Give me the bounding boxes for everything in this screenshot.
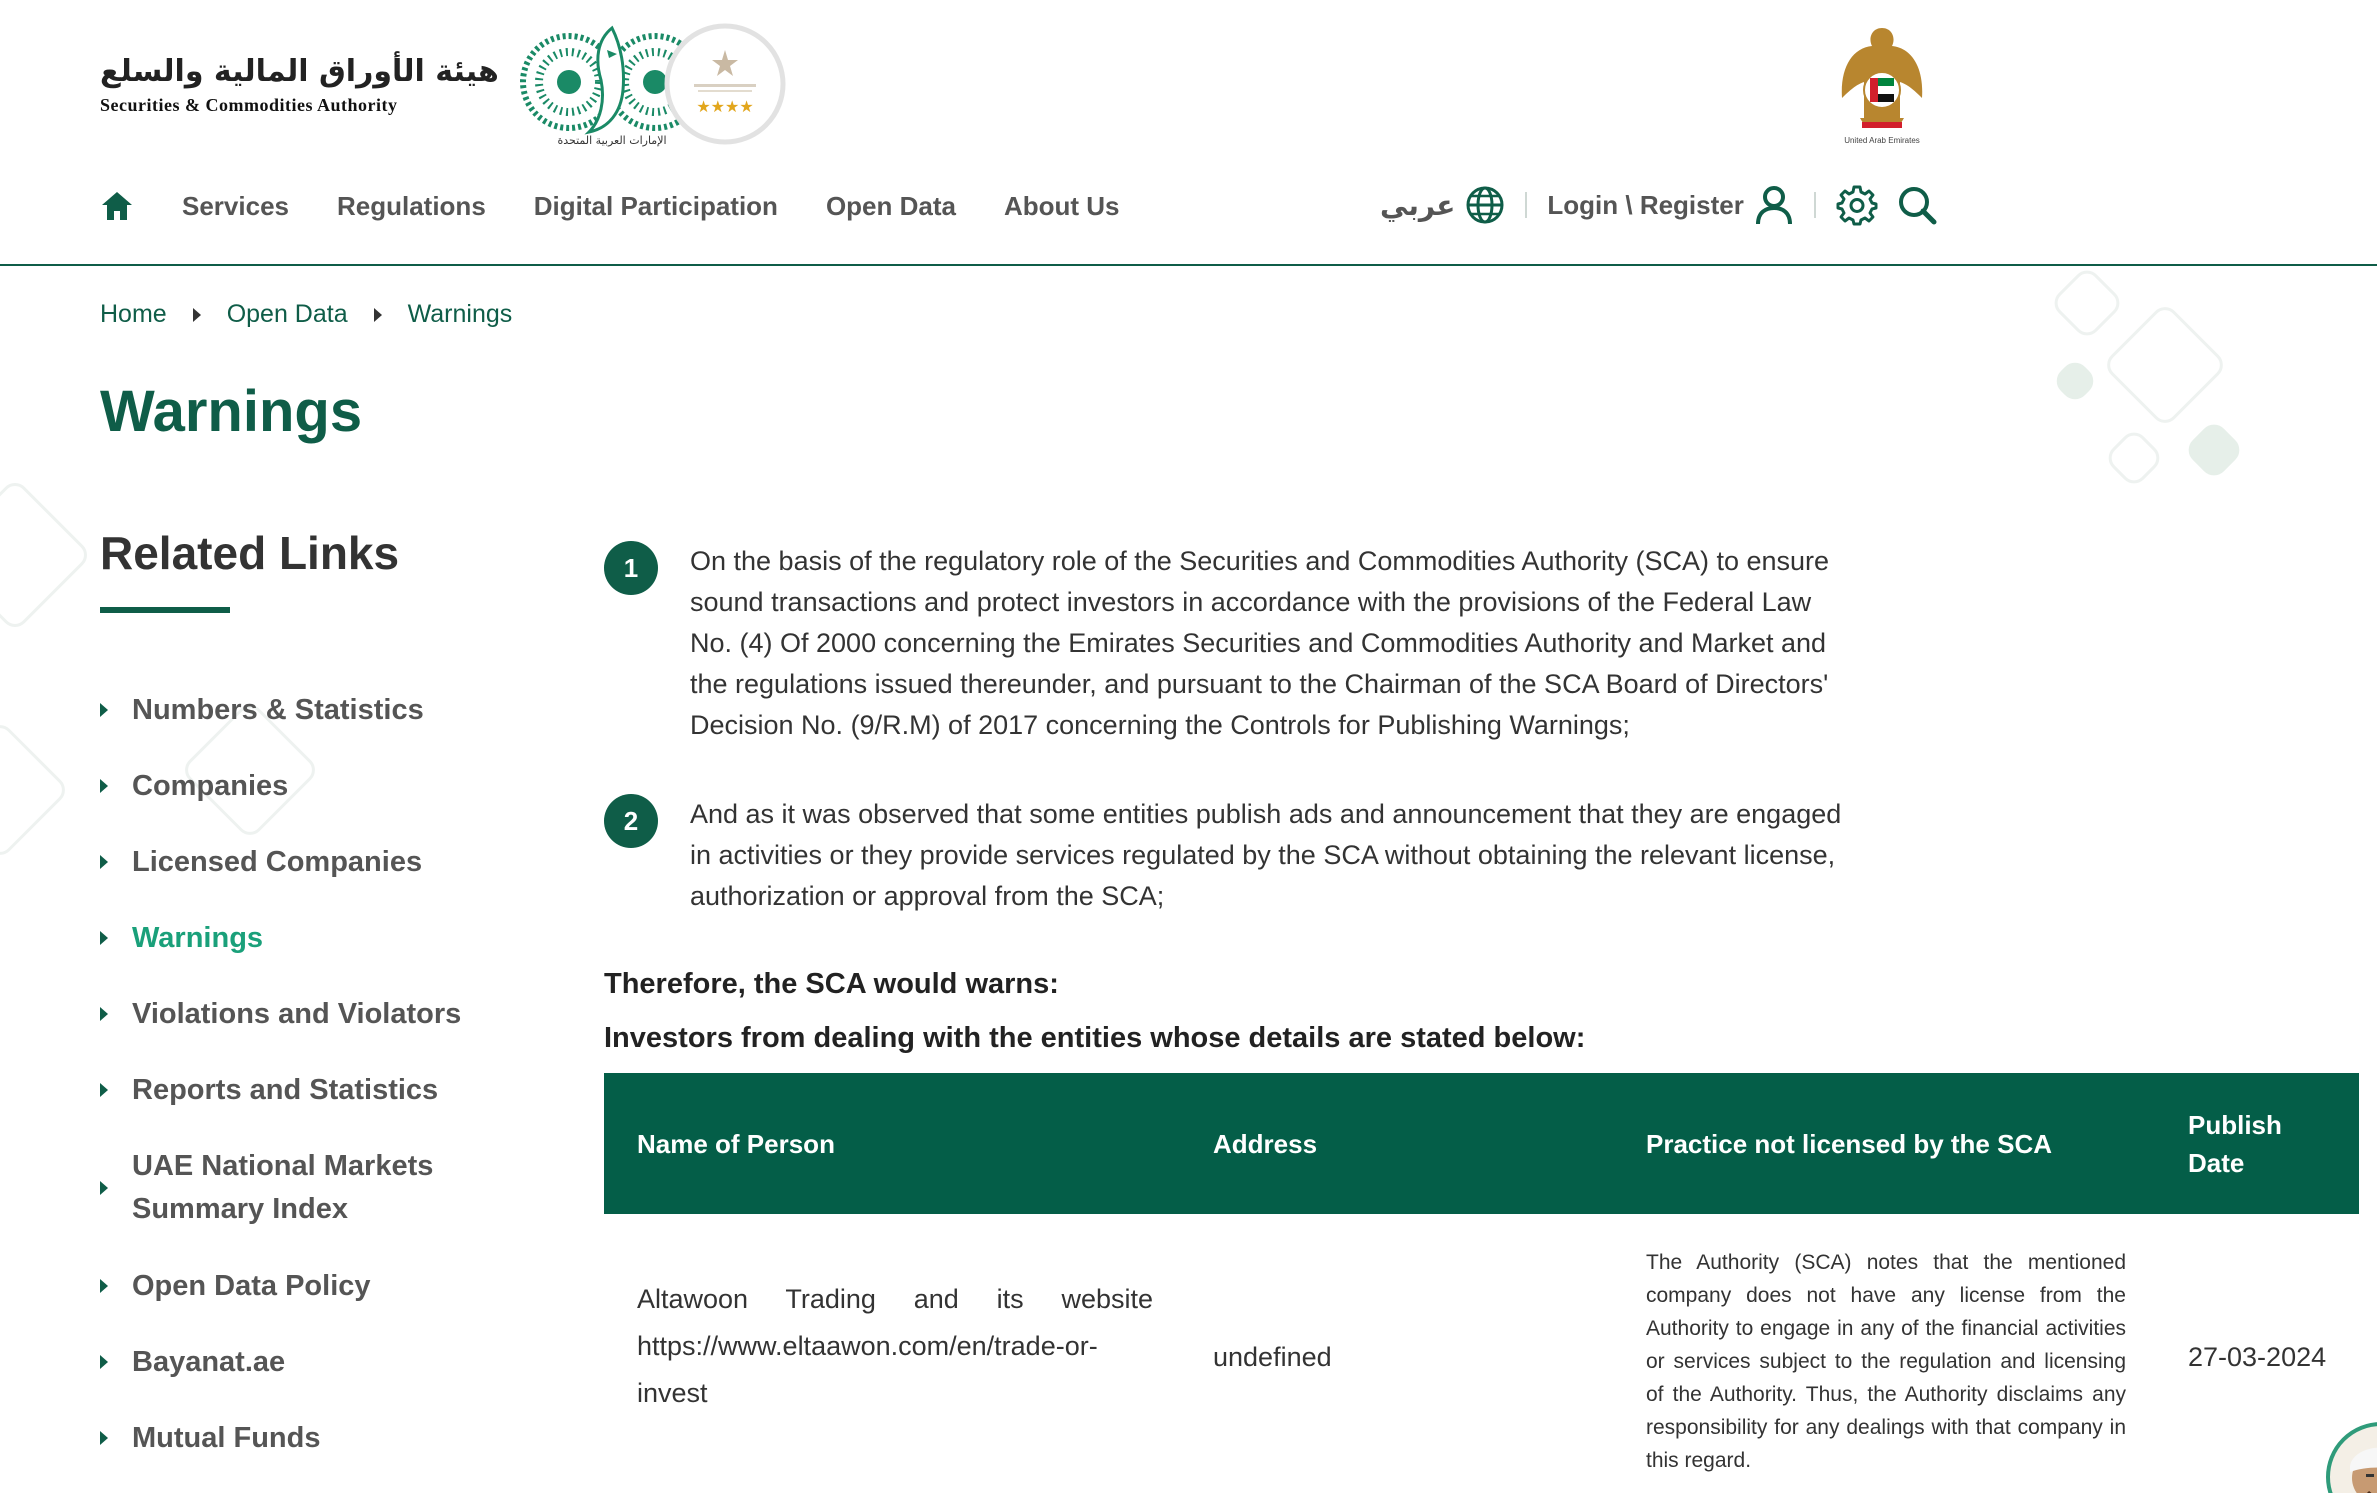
sidebar-item-label: Numbers & Statistics	[132, 693, 424, 726]
related-links-title: Related Links	[100, 527, 400, 579]
column-header-publish-date: Publish Date	[2188, 1109, 2282, 1178]
login-register-link[interactable]: Login \ Register	[1547, 189, 1744, 220]
sidebar-item-reports-statistics[interactable]	[100, 1052, 560, 1128]
paragraph-number-badge: 1	[604, 541, 658, 595]
sidebar-item-licensed-companies[interactable]	[100, 824, 560, 900]
column-header-address: Address	[1213, 1128, 1318, 1159]
investors-heading: Investors from dealing with the entities whose details are stated below:	[604, 1022, 1586, 1054]
sidebar-item-mutual-funds[interactable]	[100, 1400, 560, 1476]
emblem-caption: الإمارات العربية المتحدة	[557, 134, 667, 147]
chevron-right-icon	[100, 779, 108, 793]
uae-emblem-icon	[1832, 18, 1932, 150]
home-icon[interactable]	[100, 189, 134, 223]
paragraph-text: And as it was observed that some entities publish ads and announcement that they are engaged in activities or they provide services regulated by the SCA without obtaining the relevant license, authorization or approval from the SCA;	[690, 799, 1842, 911]
table-row	[604, 1214, 2359, 1493]
sidebar-item-label: Violations and Violators	[132, 997, 462, 1030]
breadcrumb-open-data[interactable]: Open Data	[226, 300, 348, 328]
chevron-right-icon	[100, 1431, 108, 1445]
warning-paragraph	[604, 794, 1860, 917]
sidebar-item-label: Mutual Funds	[132, 1421, 321, 1454]
main-nav	[100, 180, 1168, 232]
sidebar-item-label: Licensed Companies	[132, 845, 423, 878]
gear-icon[interactable]	[1836, 184, 1878, 226]
sca-logo[interactable]	[100, 20, 707, 150]
sidebar-item-label: Reports and Statistics	[132, 1073, 439, 1106]
breadcrumb-warnings: Warnings	[407, 300, 513, 328]
user-icon[interactable]	[1754, 184, 1794, 226]
sidebar-item-bayanat[interactable]	[100, 1324, 560, 1400]
header-utilities	[1380, 178, 1938, 232]
site-header	[0, 0, 2377, 266]
logo-english-text: Securities & Commodities Authority	[100, 95, 398, 115]
column-header-name: Name of Person	[637, 1128, 835, 1159]
sidebar-item-companies[interactable]	[100, 748, 560, 824]
sidebar-item-violations[interactable]	[100, 976, 560, 1052]
nav-about-us[interactable]: About Us	[1003, 190, 1120, 221]
nav-regulations[interactable]: Regulations	[336, 190, 486, 221]
sidebar-item-label: Warnings	[132, 921, 264, 954]
breadcrumb-separator-icon	[193, 308, 201, 322]
paragraph-text: On the basis of the regulatory role of the Securities and Commodities Authority (SCA) to ensure sound transactions and protect investors in accordance with the provisions of the Federal Law No. (4) Of 2000 concerning the Emirates Securities and Commodities Authority and Market and the regulations issued thereunder, and pursuant to the Chairman of the SCA Board of Directors' Decision No. (9/R.M) of 2017 concerning the Controls for Publishing Warnings;	[690, 546, 1830, 740]
chevron-right-icon	[100, 1279, 108, 1293]
sidebar-item-markets-summary-index[interactable]	[100, 1128, 560, 1248]
uae-label: United Arab Emirates	[1844, 136, 1920, 145]
decorative-diamond	[0, 477, 93, 633]
cell-publish-date: 27-03-2024	[2188, 1342, 2327, 1372]
page-title: Warnings	[100, 379, 363, 444]
decorative-diamond	[0, 719, 71, 860]
separator	[1525, 192, 1527, 218]
decorative-diamond	[2049, 265, 2125, 341]
svg-text:★★★★: ★★★★	[696, 97, 754, 116]
sidebar-item-warnings[interactable]	[100, 900, 560, 976]
decorative-diamond	[2103, 427, 2165, 489]
sidebar-item-label: Open Data Policy	[132, 1269, 371, 1302]
chevron-right-icon	[100, 1007, 108, 1021]
breadcrumb	[100, 300, 512, 329]
cell-address: undefined	[1213, 1342, 1332, 1372]
separator	[1814, 192, 1816, 218]
globe-icon[interactable]	[1465, 185, 1505, 225]
decorative-diamond	[2101, 301, 2228, 428]
chevron-right-icon	[100, 931, 108, 945]
sidebar-item-open-data-policy[interactable]	[100, 1248, 560, 1324]
decorative-diamond	[2051, 357, 2099, 405]
cell-practice: The Authority (SCA) notes that the mentioned company does not have any license from the Authority to engage in any of the financial activities or services subject to the regulation and licensing of the Authority. Thus, the Authority disclaims any responsibility for any dealings with that company in this regard.	[1646, 1251, 2126, 1472]
sidebar-item-label: Companies	[132, 769, 289, 802]
chevron-right-icon	[100, 1181, 108, 1195]
breadcrumb-separator-icon	[374, 308, 382, 322]
sidebar-item-label: Bayanat.ae	[132, 1345, 286, 1378]
sidebar-item-label: UAE National Markets Summary Index	[132, 1150, 434, 1225]
therefore-heading: Therefore, the SCA would warns:	[604, 968, 1059, 1000]
column-header-practice: Practice not licensed by the SCA	[1646, 1128, 2053, 1159]
logo-arabic-text: هيئة الأوراق المالية والسلع	[100, 54, 499, 89]
nav-open-data[interactable]: Open Data	[825, 190, 956, 221]
cell-name: Altawoon Trading and its website https://www.eltaawon.com/en/trade-or-invest	[637, 1284, 1153, 1408]
sidebar-item-numbers-statistics[interactable]	[100, 672, 560, 748]
breadcrumb-home[interactable]: Home	[100, 300, 167, 328]
logo-text	[100, 54, 499, 116]
related-links-list	[100, 672, 560, 1476]
star-rating-badge-icon	[664, 20, 786, 148]
chevron-right-icon	[100, 1355, 108, 1369]
chevron-right-icon	[100, 855, 108, 869]
warning-paragraph	[604, 541, 1860, 746]
chevron-right-icon	[100, 1083, 108, 1097]
paragraph-number-badge: 2	[604, 794, 658, 848]
language-switch[interactable]: عربي	[1380, 188, 1456, 222]
title-underline	[100, 607, 230, 613]
warnings-table-header	[604, 1073, 2359, 1214]
nav-digital-participation[interactable]: Digital Participation	[533, 190, 778, 221]
nav-services[interactable]: Services	[182, 190, 289, 221]
chevron-right-icon	[100, 703, 108, 717]
decorative-diamond	[2183, 419, 2245, 481]
search-icon[interactable]	[1896, 184, 1938, 226]
